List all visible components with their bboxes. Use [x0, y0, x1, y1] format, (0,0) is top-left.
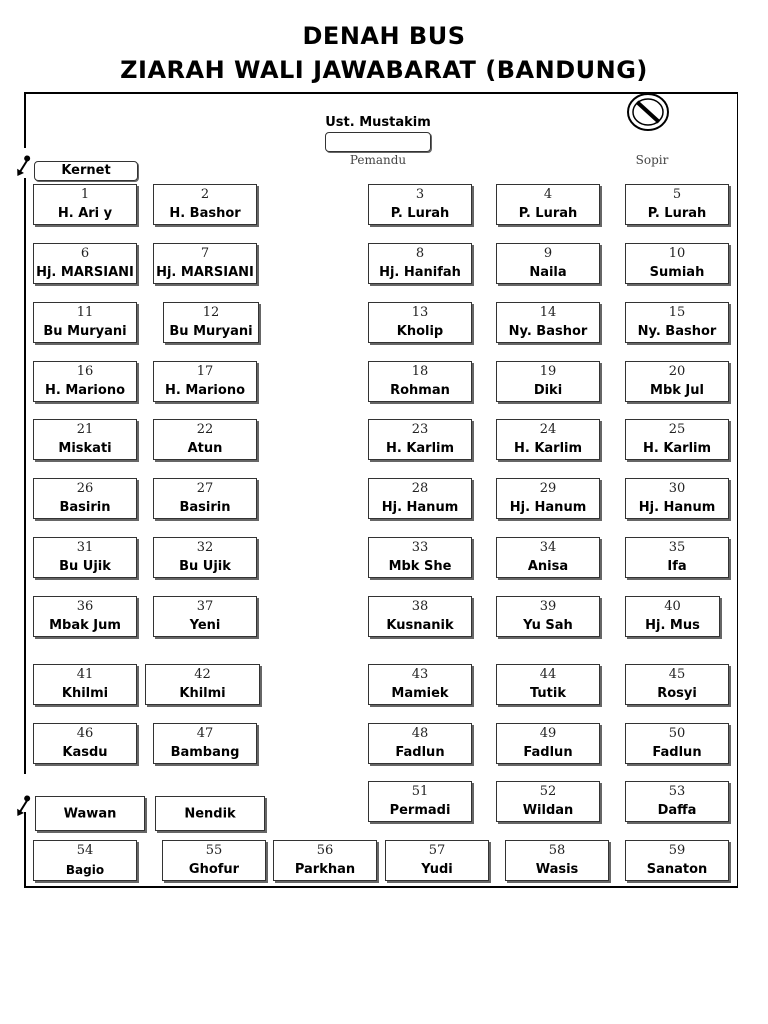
passenger-name: Khilmi [179, 686, 226, 701]
seat-19[interactable] [496, 361, 600, 402]
seat-18[interactable] [368, 361, 472, 402]
passenger-name: Miskati [58, 441, 112, 456]
seat-48[interactable] [368, 723, 472, 764]
seat-31[interactable] [33, 537, 137, 578]
seat-number: 17 [196, 364, 214, 379]
seat-number: 13 [411, 305, 429, 320]
passenger-name: Hj. Hanum [638, 500, 716, 515]
seat-number: 33 [411, 540, 429, 555]
seat-number: 28 [411, 481, 429, 496]
passenger-name: Wawan [63, 806, 117, 821]
passenger-name: Hj. Hanum [509, 500, 587, 515]
passenger-name: Fadlun [523, 745, 573, 760]
seat-25[interactable] [625, 419, 729, 460]
passenger-name: Fadlun [395, 745, 445, 760]
passenger-name: Hj. Hanifah [379, 265, 461, 280]
seat-number: 1 [80, 187, 90, 202]
seat-number: 48 [411, 726, 429, 741]
seat-13[interactable] [368, 302, 472, 343]
seat-number: 41 [76, 667, 94, 682]
steering-wheel-icon [626, 92, 670, 132]
seat-11[interactable] [33, 302, 137, 343]
seat-35[interactable] [625, 537, 729, 578]
passenger-name: P. Lurah [647, 206, 707, 221]
guide-seat[interactable] [325, 132, 431, 152]
passenger-name: Hj. Mus [645, 618, 700, 633]
passenger-name: Kasdu [62, 745, 108, 760]
page-subtitle: ZIARAH WALI JAWABARAT (BANDUNG) [120, 56, 648, 84]
seat-26[interactable] [33, 478, 137, 519]
seat-number: 57 [428, 843, 446, 858]
seat-47[interactable] [153, 723, 257, 764]
seat-number: 20 [668, 364, 686, 379]
seat-50[interactable] [625, 723, 729, 764]
seat-12[interactable] [163, 302, 259, 343]
passenger-name: Hj. MARSIANI [36, 265, 134, 280]
seat-56[interactable] [273, 840, 377, 881]
seat-20[interactable] [625, 361, 729, 402]
seat-57[interactable] [385, 840, 489, 881]
seat-number: 26 [76, 481, 94, 496]
seat-28[interactable] [368, 478, 472, 519]
passenger-name: Bagio [65, 863, 105, 877]
seat-number: 34 [539, 540, 557, 555]
seat-number: 37 [196, 599, 214, 614]
seat-46[interactable] [33, 723, 137, 764]
seat-number: 52 [539, 784, 557, 799]
passenger-name: P. Lurah [518, 206, 578, 221]
seat-number: 6 [80, 246, 90, 261]
passenger-name: H. Karlim [513, 441, 583, 456]
seat-number: 44 [539, 667, 557, 682]
seat-number: 21 [76, 422, 94, 437]
seat-number: 12 [202, 305, 220, 320]
seat-8[interactable] [368, 243, 472, 284]
passenger-name: Bu Muryani [169, 324, 253, 339]
passenger-name: Ghofur [188, 862, 240, 877]
seat-52[interactable] [496, 781, 600, 822]
passenger-name: Ny. Bashor [637, 324, 717, 339]
seat-41[interactable] [33, 664, 137, 705]
seat-38[interactable] [368, 596, 472, 637]
seat-number: 24 [539, 422, 557, 437]
seat-53[interactable] [625, 781, 729, 822]
seat-22[interactable] [153, 419, 257, 460]
passenger-name: Wasis [535, 862, 579, 877]
seat-54[interactable] [33, 840, 137, 881]
seat-58[interactable] [505, 840, 609, 881]
seat-10[interactable] [625, 243, 729, 284]
seat-number: 56 [316, 843, 334, 858]
passenger-name: Mbk Jul [650, 383, 704, 398]
seat-number: 23 [411, 422, 429, 437]
seat-15[interactable] [625, 302, 729, 343]
bus-wall-left-rear [24, 812, 26, 888]
passenger-name: Mbk She [388, 559, 452, 574]
seat-3[interactable] [368, 184, 472, 225]
seat-36[interactable] [33, 596, 137, 637]
passenger-name: Sumiah [649, 265, 705, 280]
passenger-name: Mamiek [391, 686, 449, 701]
seat-27[interactable] [153, 478, 257, 519]
seat-number: 36 [76, 599, 94, 614]
guide-label: Pemandu [349, 153, 407, 167]
seat-40[interactable] [625, 596, 720, 637]
passenger-name: Ny. Bashor [508, 324, 588, 339]
seat-number: 49 [539, 726, 557, 741]
seat-number: 55 [205, 843, 223, 858]
seat-number: 46 [76, 726, 94, 741]
passenger-name: P. Lurah [390, 206, 450, 221]
seat-number: 7 [200, 246, 210, 261]
seat-29[interactable] [496, 478, 600, 519]
seat-9[interactable] [496, 243, 600, 284]
seat-number: 39 [539, 599, 557, 614]
seat-number: 16 [76, 364, 94, 379]
passenger-name: Naila [529, 265, 567, 280]
seat-24[interactable] [496, 419, 600, 460]
passenger-name: H. Ari y [57, 206, 113, 221]
seat-number: 27 [196, 481, 214, 496]
passenger-name: Sanaton [646, 862, 708, 877]
seat-43[interactable] [368, 664, 472, 705]
seat-23[interactable] [368, 419, 472, 460]
seat-42[interactable] [145, 664, 260, 705]
seat-33[interactable] [368, 537, 472, 578]
seat-number: 47 [196, 726, 214, 741]
passenger-name: Wildan [522, 803, 574, 818]
passenger-name: Parkhan [294, 862, 356, 877]
driver-label: Sopir [635, 153, 669, 167]
seat-number: 31 [76, 540, 94, 555]
passenger-name: Bu Muryani [43, 324, 127, 339]
seat-49[interactable] [496, 723, 600, 764]
seat-32[interactable] [153, 537, 257, 578]
kernet-seat[interactable]: Kernet [34, 161, 138, 181]
seat-number: 51 [411, 784, 429, 799]
bus-wall-left-middle [24, 178, 26, 774]
passenger-name: Tutik [529, 686, 566, 701]
seat-5[interactable] [625, 184, 729, 225]
seat-59[interactable] [625, 840, 729, 881]
seat-wawan[interactable] [35, 796, 145, 831]
seat-45[interactable] [625, 664, 729, 705]
passenger-name: H. Bashor [169, 206, 241, 221]
passenger-name: Bu Ujik [59, 559, 111, 574]
seat-6[interactable] [33, 243, 137, 284]
seat-number: 18 [411, 364, 429, 379]
passenger-name: Ifa [667, 559, 687, 574]
seat-55[interactable] [162, 840, 266, 881]
seat-number: 35 [668, 540, 686, 555]
passenger-name: Basirin [179, 500, 231, 515]
passenger-name: Mbak Jum [49, 618, 121, 633]
passenger-name: Khilmi [61, 686, 109, 701]
seat-21[interactable] [33, 419, 137, 460]
passenger-name: Hj. MARSIANI [156, 265, 254, 280]
guide-name: Ust. Mustakim [325, 115, 431, 130]
seat-34[interactable] [496, 537, 600, 578]
seat-17[interactable] [153, 361, 257, 402]
seat-number: 32 [196, 540, 214, 555]
seat-number: 25 [668, 422, 686, 437]
seat-number: 4 [543, 187, 553, 202]
seat-number: 29 [539, 481, 557, 496]
seat-number: 3 [415, 187, 425, 202]
seat-1[interactable] [33, 184, 137, 225]
seat-number: 8 [415, 246, 425, 261]
seat-number: 58 [548, 843, 566, 858]
seat-44[interactable] [496, 664, 600, 705]
seat-37[interactable] [153, 596, 257, 637]
seat-4[interactable] [496, 184, 600, 225]
passenger-name: Bu Ujik [179, 559, 231, 574]
seat-14[interactable] [496, 302, 600, 343]
passenger-name: Yudi [421, 862, 453, 877]
seat-number: 2 [200, 187, 210, 202]
seat-2[interactable] [153, 184, 257, 225]
seat-number: 19 [539, 364, 557, 379]
seat-39[interactable] [496, 596, 600, 637]
seat-number: 53 [668, 784, 686, 799]
page-title: DENAH BUS [302, 22, 466, 50]
seat-number: 40 [664, 599, 681, 614]
passenger-name: Daffa [657, 803, 697, 818]
seat-51[interactable] [368, 781, 472, 822]
passenger-name: Kusnanik [386, 618, 454, 633]
passenger-name: H. Mariono [164, 383, 246, 398]
passenger-name: H. Karlim [642, 441, 712, 456]
passenger-name: Yu Sah [523, 618, 573, 633]
seat-7[interactable] [153, 243, 257, 284]
seat-number: 10 [668, 246, 686, 261]
seat-nendik[interactable] [155, 796, 265, 831]
passenger-name: Kholip [396, 324, 444, 339]
bus-wall-left-front [24, 92, 26, 148]
passenger-name: H. Mariono [44, 383, 126, 398]
seat-16[interactable] [33, 361, 137, 402]
seat-number: 14 [539, 305, 557, 320]
seat-number: 5 [672, 187, 682, 202]
passenger-name: Fadlun [652, 745, 702, 760]
passenger-name: H. Karlim [385, 441, 455, 456]
passenger-name: Yeni [189, 618, 221, 633]
passenger-name: Basirin [59, 500, 111, 515]
seat-number: 11 [76, 305, 94, 320]
seat-number: 22 [196, 422, 214, 437]
seat-number: 43 [411, 667, 429, 682]
passenger-name: Permadi [389, 803, 451, 818]
seat-number: 54 [76, 843, 94, 858]
passenger-name: Hj. Hanum [381, 500, 459, 515]
seat-number: 59 [668, 843, 686, 858]
passenger-name: Diki [533, 383, 563, 398]
passenger-name: Anisa [527, 559, 569, 574]
passenger-name: Atun [187, 441, 223, 456]
seat-number: 15 [668, 305, 686, 320]
seat-number: 38 [411, 599, 429, 614]
seat-number: 45 [668, 667, 686, 682]
seat-number: 30 [668, 481, 686, 496]
seat-30[interactable] [625, 478, 729, 519]
passenger-name: Bambang [170, 745, 240, 760]
passenger-name: Nendik [184, 806, 236, 821]
passenger-name: Rohman [390, 383, 450, 398]
seat-number: 42 [194, 667, 211, 682]
passenger-name: Rosyi [657, 686, 697, 701]
seat-number: 9 [543, 246, 553, 261]
seat-number: 50 [668, 726, 686, 741]
